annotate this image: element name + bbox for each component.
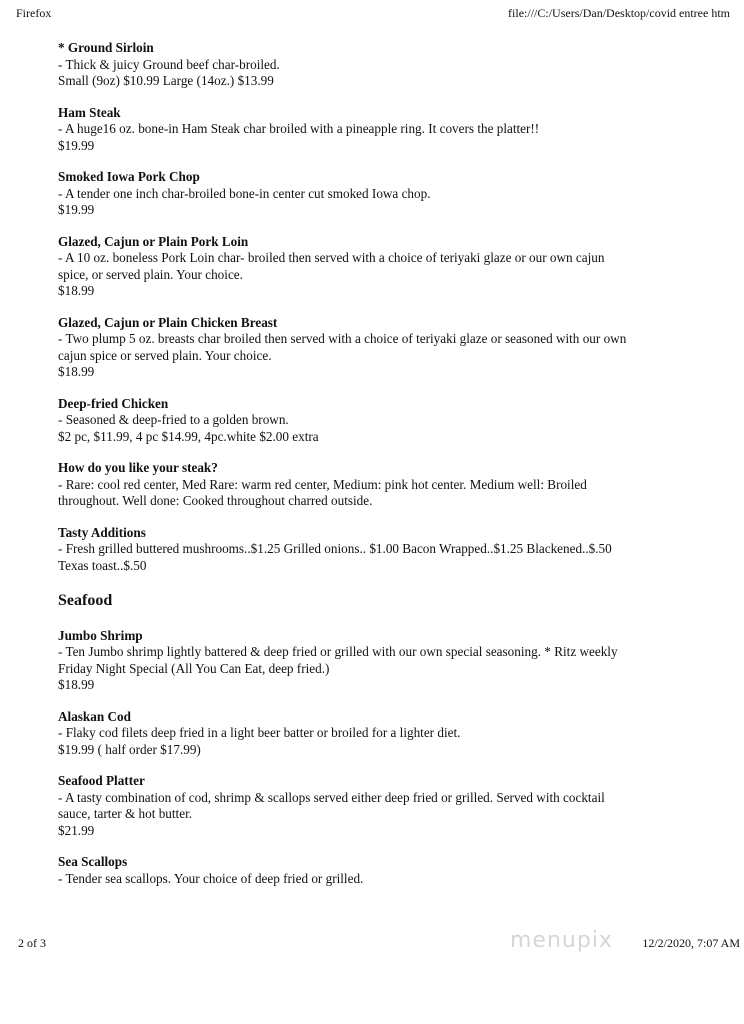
- menu-item-line: $2 pc, $11.99, 4 pc $14.99, 4pc.white $2.00 extra: [58, 428, 319, 444]
- menu-item-line: - Tender sea scallops. Your choice of deep fried or grilled.: [58, 870, 364, 886]
- menu-item: [58, 525, 698, 575]
- menu-item-line: $19.99: [58, 202, 95, 217]
- menu-item-line: cajun spice or served plain. Your choice.: [58, 347, 272, 363]
- menu-item-name: Jumbo Shrimp: [58, 627, 143, 643]
- menu-item: [58, 396, 698, 446]
- menu-item-name: Glazed, Cajun or Plain Pork Loin: [58, 233, 249, 249]
- menu-item: [58, 105, 698, 155]
- menu-item-line: $18.99: [58, 677, 95, 692]
- menu-item-line: Small (9oz) $10.99 Large (14oz.) $13.99: [58, 73, 274, 88]
- menu-item-name: Tasty Additions: [58, 524, 146, 540]
- menu-item-name: Ham Steak: [58, 104, 121, 120]
- menu-item-line: $21.99: [58, 822, 95, 838]
- menu-item-name: Smoked Iowa Pork Chop: [58, 169, 200, 184]
- menu-item-line: Texas toast..$.50: [58, 557, 147, 573]
- menu-item-line: throughout. Well done: Cooked throughout charred outside.: [58, 493, 373, 508]
- menu-content: [58, 40, 698, 902]
- menu-item: [58, 854, 698, 887]
- menu-item-line: - Fresh grilled buttered mushrooms..$1.25 Grilled onions.. $1.00 Bacon Wrapped..$1.25 Blackened..$.50: [58, 541, 612, 556]
- menu-item-name: Glazed, Cajun or Plain Chicken Breast: [58, 314, 278, 330]
- menu-item: [58, 628, 698, 694]
- menu-item-line: $19.99 ( half order $17.99): [58, 741, 201, 757]
- menu-item-line: - A 10 oz. boneless Pork Loin char- broiled then served with a choice of teriyaki glaze or our own cajun: [58, 250, 605, 265]
- menu-item: [58, 709, 698, 759]
- menu-list-seafood: [58, 628, 698, 888]
- menu-item-line: - Seasoned & deep-fried to a golden brown.: [58, 412, 289, 427]
- menu-item-line: $18.99: [58, 364, 95, 379]
- menu-item-line: - A huge16 oz. bone-in Ham Steak char broiled with a pineapple ring. It covers the platter!!: [58, 121, 540, 136]
- file-url: file:///C:/Users/Dan/Desktop/covid entree htm: [508, 6, 730, 20]
- menu-item-line: sauce, tarter & hot butter.: [58, 806, 193, 821]
- menu-item-line: - Ten Jumbo shrimp lightly battered & deep fried or grilled with our own special seasoning. * Ritz weekly: [58, 644, 618, 659]
- menu-list-entrees: [58, 40, 698, 574]
- menu-item: [58, 315, 698, 381]
- menu-item: [58, 460, 698, 510]
- menu-item: [58, 773, 698, 839]
- menu-item-line: - Two plump 5 oz. breasts char broiled then served with a choice of teriyaki glaze or seasoned with our own: [58, 331, 627, 346]
- page-number: 2 of 3: [18, 936, 46, 950]
- menu-item-name: * Ground Sirloin: [58, 40, 154, 55]
- print-timestamp: 12/2/2020, 7:07 AM: [642, 936, 740, 950]
- menu-item-name: How do you like your steak?: [58, 460, 218, 475]
- menu-item-line: Friday Night Special (All You Can Eat, deep fried.): [58, 660, 330, 676]
- menu-item: [58, 40, 698, 90]
- menupix-watermark-logo: menupix: [510, 928, 613, 953]
- menu-item-line: $18.99: [58, 283, 95, 298]
- menu-item-line: - A tasty combination of cod, shrimp & scallops served either deep fried or grilled. Served with cocktail: [58, 789, 605, 805]
- section-title-seafood: Seafood: [58, 592, 113, 609]
- menu-item-line: - Thick & juicy Ground beef char-broiled.: [58, 56, 280, 72]
- menu-item-line: - Flaky cod filets deep fried in a light beer batter or broiled for a lighter diet.: [58, 725, 461, 740]
- menu-item-line: - Rare: cool red center, Med Rare: warm red center, Medium: pink hot center. Medium well: Broiled: [58, 476, 587, 492]
- menu-item-name: Sea Scallops: [58, 854, 128, 869]
- menu-item-name: Seafood Platter: [58, 773, 145, 788]
- menu-item-line: spice, or served plain. Your choice.: [58, 266, 243, 282]
- menu-item-line: - A tender one inch char-broiled bone-in center cut smoked Iowa chop.: [58, 185, 431, 201]
- menu-item-line: $19.99: [58, 137, 95, 153]
- menu-item: [58, 234, 698, 300]
- menu-item-name: Alaskan Cod: [58, 708, 131, 724]
- browser-app-name: Firefox: [16, 6, 52, 20]
- menu-item-name: Deep-fried Chicken: [58, 395, 169, 411]
- menu-item: [58, 169, 698, 219]
